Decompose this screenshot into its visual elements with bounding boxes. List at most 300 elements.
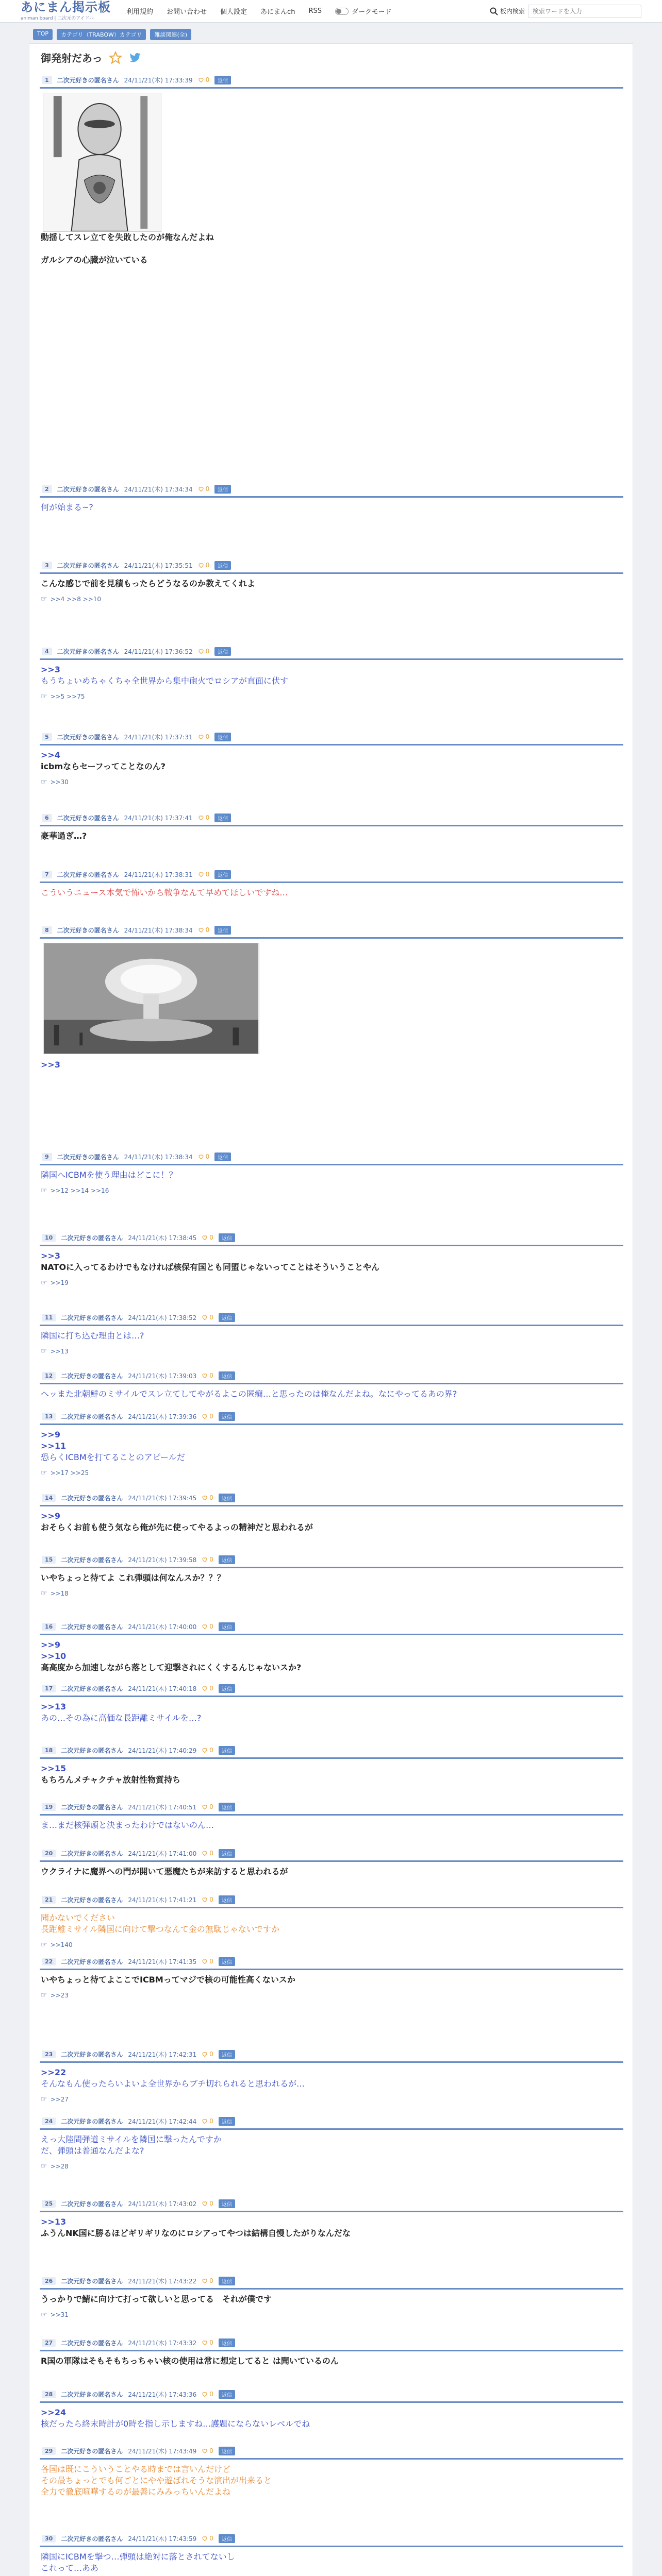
heart-icon (202, 1747, 208, 1753)
like-count: 0 (209, 1314, 213, 1321)
like-button[interactable] (202, 2339, 213, 2346)
reply-button[interactable]: 返信 (219, 2199, 235, 2208)
like-button[interactable] (202, 1747, 213, 1754)
post-author: 二次元好きの匿名さん (61, 2535, 123, 2543)
heart-icon (198, 927, 204, 933)
anchor-links[interactable]: >>27 (50, 2096, 69, 2103)
post-header (40, 1150, 623, 1163)
breadcrumb-top[interactable]: TOP (33, 29, 53, 40)
pointing-hand-icon: ☞ (41, 778, 47, 786)
post-text-line: だ、弾頭は普通なんだよな? (41, 2146, 144, 2156)
reply-anchors[interactable] (41, 776, 622, 788)
reply-button[interactable]: 返信 (214, 870, 231, 879)
reply-button[interactable]: 返信 (219, 2117, 235, 2126)
reply-button[interactable]: 返信 (219, 2390, 235, 2399)
post-text-line: >>3 (41, 665, 60, 674)
post-header (40, 1682, 623, 1694)
post-date: 24/11/21(木) 17:43:59 (128, 2535, 197, 2543)
post-number[interactable]: 22 (42, 1958, 56, 1965)
post (40, 2115, 623, 2172)
heart-icon (202, 1958, 208, 1964)
like-button[interactable] (202, 2277, 213, 2284)
post-number[interactable]: 3 (42, 562, 52, 569)
post-number[interactable]: 10 (42, 1234, 56, 1242)
heart-icon (202, 1685, 208, 1691)
post-text-line: >>4 (41, 750, 60, 760)
reply-button[interactable]: 返信 (219, 1371, 235, 1380)
post-date: 24/11/21(木) 17:43:36 (128, 2391, 197, 2398)
post-number[interactable]: 29 (42, 2447, 56, 2455)
logo-subtext: animan board | 二次元のアイドル (21, 16, 94, 21)
post-author: 二次元好きの匿名さん (57, 1153, 119, 1161)
reply-button[interactable]: 返信 (214, 1153, 231, 1161)
post-author: 二次元好きの匿名さん (57, 76, 119, 84)
post-date: 24/11/21(木) 17:36:52 (124, 648, 193, 655)
like-button[interactable] (202, 1803, 213, 1810)
post-number[interactable]: 19 (42, 1803, 56, 1811)
like-button[interactable] (202, 2391, 213, 2398)
reply-button[interactable]: 返信 (214, 561, 231, 570)
like-count: 0 (205, 485, 210, 493)
nav-settings[interactable]: 個人設定 (220, 8, 247, 16)
like-button[interactable] (202, 1896, 213, 1903)
post-author: 二次元好きの匿名さん (57, 926, 119, 934)
post (40, 1410, 623, 1479)
reply-button[interactable]: 返信 (219, 2338, 235, 2347)
post (40, 1893, 623, 1951)
post-number[interactable]: 23 (42, 2050, 56, 2058)
post-header (40, 2115, 623, 2127)
reply-anchors[interactable] (41, 1939, 622, 1951)
post-image-area (41, 943, 622, 1059)
post-header (40, 1847, 623, 1859)
post-number[interactable]: 15 (42, 1556, 56, 1564)
post-body (40, 826, 623, 842)
post-body (40, 883, 623, 899)
anchor-links[interactable]: >>31 (50, 2311, 69, 2318)
reply-button[interactable]: 返信 (219, 2050, 235, 2059)
reply-button[interactable]: 返信 (219, 1849, 235, 1858)
post-number[interactable]: 25 (42, 2200, 56, 2208)
heart-icon (202, 1556, 208, 1563)
post (40, 645, 623, 702)
post-author: 二次元好きの匿名さん (61, 1234, 123, 1242)
post-author: 二次元好きの匿名さん (61, 2339, 123, 2347)
like-count: 0 (209, 2117, 213, 2125)
post-number[interactable]: 11 (42, 1314, 56, 1321)
post-author: 二次元好きの匿名さん (61, 2050, 123, 2058)
reply-anchors[interactable] (41, 594, 622, 605)
post-number[interactable]: 13 (42, 1413, 56, 1420)
post-author: 二次元好きの匿名さん (57, 733, 119, 741)
like-count: 0 (209, 2200, 213, 2207)
post-header (40, 2197, 623, 2210)
post-date: 24/11/21(木) 17:42:44 (128, 2117, 197, 2125)
like-count: 0 (209, 1413, 213, 1420)
post-body (40, 1246, 623, 1289)
post-date: 24/11/21(木) 17:41:35 (128, 1958, 197, 1965)
post-number[interactable]: 20 (42, 1850, 56, 1857)
post-text-line: R国の軍隊はそもそもちっちゃい核の使用は常に想定してると は聞いているのん (41, 2356, 339, 2366)
post-header (40, 483, 623, 495)
post-date: 24/11/21(木) 17:42:31 (128, 2050, 197, 2058)
like-button[interactable] (202, 1556, 213, 1563)
post-number[interactable]: 9 (42, 1153, 52, 1161)
post (40, 1847, 623, 1877)
reply-button[interactable]: 返信 (219, 1684, 235, 1693)
anchor-links[interactable]: >>140 (50, 1941, 73, 1948)
post (40, 731, 623, 788)
heart-icon (198, 734, 204, 740)
anchor-links[interactable]: >>23 (50, 1992, 69, 1999)
post-date: 24/11/21(木) 17:41:21 (128, 1896, 197, 1904)
post-author: 二次元好きの匿名さん (57, 485, 119, 493)
like-button[interactable] (202, 1234, 213, 1241)
like-count: 0 (205, 814, 210, 821)
like-button[interactable] (202, 2117, 213, 2125)
post-number[interactable]: 17 (42, 1685, 56, 1692)
like-button[interactable] (198, 733, 210, 740)
reply-anchors[interactable] (41, 2161, 622, 2172)
reply-button[interactable]: 返信 (219, 1622, 235, 1631)
post (40, 1150, 623, 1196)
reply-button[interactable]: 返信 (219, 1412, 235, 1421)
like-count: 0 (205, 76, 210, 83)
reply-button[interactable]: 返信 (219, 1494, 235, 1502)
search-button[interactable] (490, 7, 525, 15)
heart-icon (202, 2535, 208, 2541)
nav-terms[interactable]: 利用規約 (126, 8, 154, 16)
post (40, 559, 623, 605)
like-count: 0 (209, 1685, 213, 1692)
post (40, 2532, 623, 2574)
post-number[interactable]: 28 (42, 2391, 56, 2398)
post-header (40, 1231, 623, 1244)
post-date: 24/11/21(木) 17:38:45 (128, 1234, 197, 1242)
post-body (40, 1816, 623, 1831)
like-button[interactable] (198, 648, 210, 655)
thread-container (29, 43, 633, 2576)
twitter-share-icon[interactable] (128, 51, 142, 64)
post (40, 1231, 623, 1289)
pointing-hand-icon: ☞ (41, 1187, 47, 1195)
post-body (40, 745, 623, 788)
post-body (40, 1908, 623, 1951)
post-header (40, 1410, 623, 1422)
like-button[interactable] (202, 1958, 213, 1965)
post-header (40, 811, 623, 824)
like-count: 0 (205, 926, 210, 934)
like-button[interactable] (202, 1494, 213, 1501)
post-text-line: こういうニュース本気で怖いから戦争なんて早めてほしいですね… (41, 888, 288, 897)
like-count: 0 (205, 733, 210, 740)
post-text-line: >>9 (41, 1640, 60, 1650)
heart-icon (198, 1154, 204, 1160)
post-text-line: icbmならセーフってことなのん? (41, 761, 166, 771)
anchor-links[interactable]: >>30 (50, 778, 69, 786)
post-header (40, 924, 623, 936)
like-count: 0 (209, 1803, 213, 1810)
like-count: 0 (205, 562, 210, 569)
nav-animanch[interactable]: あにまんch (260, 8, 295, 16)
reply-button[interactable]: 返信 (219, 1746, 235, 1755)
pointing-hand-icon: ☞ (41, 595, 47, 603)
reply-button[interactable]: 返信 (214, 926, 231, 935)
like-button[interactable] (202, 1314, 213, 1321)
like-count: 0 (209, 2391, 213, 2398)
heart-icon (198, 77, 204, 83)
pointing-hand-icon: ☞ (41, 692, 47, 701)
post-date: 24/11/21(木) 17:41:00 (128, 1850, 197, 1857)
heart-icon (202, 1314, 208, 1320)
heart-icon (202, 1850, 208, 1856)
toggle-switch[interactable] (335, 8, 349, 15)
reply-button[interactable]: 返信 (219, 1895, 235, 1904)
post-body (40, 574, 623, 605)
heart-icon (202, 2278, 208, 2284)
like-button[interactable] (198, 814, 210, 821)
post-number[interactable]: 12 (42, 1372, 56, 1380)
reply-anchors[interactable] (41, 1185, 622, 1196)
post-author: 二次元好きの匿名さん (61, 2447, 123, 2455)
pointing-hand-icon: ☞ (41, 1991, 47, 1999)
post-body (40, 1506, 623, 1533)
post-text-line: 各国は既にこういうことやる時までは言いんだけど (41, 2464, 231, 2474)
post-author: 二次元好きの匿名さん (61, 1803, 123, 1811)
like-count: 0 (209, 1958, 213, 1965)
post-header (40, 559, 623, 571)
post-author: 二次元好きの匿名さん (61, 1747, 123, 1754)
like-count: 0 (209, 2339, 213, 2346)
post-header (40, 1369, 623, 1382)
post-text-line: 高高度から加速しながら落として迎撃されにくくするんじゃないスか? (41, 1663, 302, 1672)
post-text-line: もちろんメチャクチャ放射性物質持ち (41, 1775, 181, 1785)
pointing-hand-icon: ☞ (41, 1347, 47, 1355)
post-text-line: >>24 (41, 2408, 67, 2417)
post-author: 二次元好きの匿名さん (61, 2200, 123, 2208)
like-button[interactable] (198, 871, 210, 878)
reply-anchors[interactable] (41, 1588, 622, 1599)
like-button[interactable] (202, 1850, 213, 1857)
heart-icon (202, 2051, 208, 2057)
like-button[interactable] (202, 1685, 213, 1692)
post-text-line: うっかりで鯖に向けて打って欲しいと思ってる それが僕です (41, 2294, 272, 2304)
post-body (40, 1384, 623, 1400)
reply-anchors[interactable] (41, 1990, 622, 2001)
anchor-links[interactable]: >>28 (50, 2163, 69, 2170)
post-text-line: 恐らくICBMを打てることのアピールだ (41, 1452, 185, 1462)
like-count: 0 (209, 1896, 213, 1903)
post-text-line: 聞かないでください (41, 1913, 115, 1923)
like-count: 0 (209, 1747, 213, 1754)
reply-anchors[interactable] (41, 2094, 622, 2105)
post-text-line (41, 243, 622, 255)
like-count: 0 (209, 1623, 213, 1630)
anchor-links[interactable]: >>19 (50, 1279, 69, 1286)
post-date: 24/11/21(木) 17:43:02 (128, 2200, 197, 2208)
like-button[interactable] (202, 1413, 213, 1420)
reply-anchors[interactable] (41, 2309, 622, 2320)
like-button[interactable] (198, 926, 210, 934)
post-header (40, 1744, 623, 1756)
post-author: 二次元好きの匿名さん (61, 1556, 123, 1564)
post-text-line: これって…ああ (41, 2563, 99, 2573)
anchor-links[interactable]: >>13 (50, 1348, 69, 1355)
reply-button[interactable]: 返信 (219, 1803, 235, 1811)
like-count: 0 (209, 2535, 213, 2542)
heart-icon (202, 1372, 208, 1379)
post-number[interactable]: 16 (42, 1623, 56, 1631)
post-text-line: >>9 (41, 1430, 60, 1439)
search-area (490, 5, 641, 18)
reply-button[interactable]: 返信 (219, 1313, 235, 1322)
like-button[interactable] (202, 2535, 213, 2542)
like-button[interactable] (198, 76, 210, 83)
like-count: 0 (205, 871, 210, 878)
post-text-line: >>3 (41, 1251, 60, 1261)
post-body (40, 1759, 623, 1786)
post-text-line: いやちょっと待てよ これ弾頭は何なんスか？？？ (41, 1573, 225, 1583)
post-number[interactable]: 4 (42, 648, 52, 655)
post-text-line: >>22 (41, 2067, 67, 2077)
reply-anchors[interactable] (41, 691, 622, 702)
post-author: 二次元好きの匿名さん (61, 1850, 123, 1857)
dark-mode-toggle[interactable] (335, 6, 391, 16)
post-date: 24/11/21(木) 17:40:18 (128, 1685, 197, 1692)
reply-button[interactable]: 返信 (214, 485, 231, 494)
like-count: 0 (209, 1494, 213, 1501)
post-number[interactable]: 8 (42, 926, 52, 934)
nav-rss[interactable]: RSS (308, 7, 322, 15)
post-number[interactable]: 5 (42, 733, 52, 741)
post-author: 二次元好きの匿名さん (57, 814, 119, 822)
post (40, 1311, 623, 1357)
post-body (40, 660, 623, 702)
post (40, 1744, 623, 1786)
reply-button[interactable]: 返信 (214, 814, 231, 822)
post-number[interactable]: 18 (42, 1747, 56, 1754)
post-header (40, 645, 623, 657)
reply-button[interactable]: 返信 (219, 1555, 235, 1564)
reply-button[interactable]: 返信 (214, 76, 231, 84)
post-number[interactable]: 21 (42, 1896, 56, 1904)
post-text-line: あの…その為に高価な長距離ミサイルを…? (41, 1713, 202, 1723)
manga-panel-image[interactable] (43, 93, 161, 232)
post-date: 24/11/21(木) 17:34:34 (124, 485, 193, 493)
like-button[interactable] (198, 485, 210, 493)
pointing-hand-icon: ☞ (41, 1279, 47, 1287)
breadcrumb-category[interactable]: カテゴリ（TRABOW）カテゴリ (57, 29, 146, 40)
thread-title-row (41, 50, 142, 65)
post-text-line: >>3 (41, 1060, 60, 1070)
nav-contact[interactable]: お問い合わせ (167, 8, 207, 16)
post-header (40, 1311, 623, 1324)
post-header (40, 2336, 623, 2349)
anchor-links[interactable]: >>18 (50, 1590, 69, 1597)
like-button[interactable] (202, 2200, 213, 2207)
post-text-line: 何が始まる~? (41, 502, 93, 512)
page-title: 御発射だあっ (41, 52, 103, 64)
post-number[interactable]: 14 (42, 1494, 56, 1502)
post-text-line: おそらくお前も使う気なら俺が先に使ってやるよっの精神だと思われるが (41, 1522, 313, 1532)
post (40, 2388, 623, 2430)
post-date: 24/11/21(木) 17:43:22 (128, 2277, 197, 2285)
like-count: 0 (209, 2277, 213, 2284)
post-number[interactable]: 6 (42, 814, 52, 822)
post-author: 二次元好きの匿名さん (61, 1413, 123, 1420)
post-text-line: >>13 (41, 1702, 67, 1711)
favorite-star-icon[interactable] (109, 51, 122, 64)
post-body (40, 1635, 623, 1673)
search-input[interactable] (528, 5, 641, 18)
post-number[interactable]: 26 (42, 2277, 56, 2285)
post-number[interactable]: 7 (42, 871, 52, 878)
anchor-links[interactable]: >>4 >>8 >>10 (50, 596, 102, 603)
post-header (40, 2445, 623, 2457)
like-button[interactable] (202, 1372, 213, 1379)
post-text-line: えっ大陸間弾道ミサイルを隣国に撃ったんですか (41, 2134, 222, 2144)
heart-icon (202, 1804, 208, 1810)
pointing-hand-icon: ☞ (41, 2095, 47, 2104)
mushroom-cloud-image[interactable] (43, 943, 259, 1054)
post-number[interactable]: 2 (42, 485, 52, 493)
reply-anchors[interactable] (41, 1346, 622, 1357)
like-button[interactable] (198, 1153, 210, 1160)
post-number[interactable]: 24 (42, 2117, 56, 2125)
post-author: 二次元好きの匿名さん (61, 1685, 123, 1692)
post-text-line: 全力で徹底喧嘩するのが最善にみみっちいんだよね (41, 2487, 231, 2497)
post-body (40, 1862, 623, 1877)
reply-button[interactable]: 返信 (219, 1957, 235, 1966)
reply-anchors[interactable] (41, 1277, 622, 1289)
reply-button[interactable]: 返信 (219, 2277, 235, 2285)
anchor-links[interactable]: >>12 >>14 >>16 (50, 1187, 109, 1194)
like-button[interactable] (202, 2050, 213, 2058)
post-body (40, 1425, 623, 1479)
anchor-links[interactable]: >>17 >>25 (50, 1469, 89, 1477)
post (40, 2445, 623, 2498)
like-button[interactable] (202, 2447, 213, 2454)
post-text-line: 動揺してスレ立てを失敗したのが俺なんだよね (41, 232, 214, 242)
post-header (40, 2048, 623, 2060)
heart-icon (202, 1896, 208, 1903)
like-button[interactable] (202, 1623, 213, 1630)
post-text-line: 隣国に打ち込む理由とは…? (41, 1331, 144, 1341)
post (40, 1955, 623, 2001)
reply-anchors[interactable] (41, 1467, 622, 1479)
post-number[interactable]: 1 (42, 76, 52, 84)
reply-button[interactable]: 返信 (219, 2447, 235, 2455)
reply-button[interactable]: 返信 (219, 1233, 235, 1242)
reply-button[interactable]: 返信 (214, 647, 231, 656)
post-text-line: >>15 (41, 1764, 67, 1773)
anchor-links[interactable]: >>5 >>75 (50, 693, 85, 700)
post-number[interactable]: 27 (42, 2339, 56, 2347)
post-date: 24/11/21(木) 17:35:51 (124, 562, 193, 569)
site-logo[interactable] (21, 1, 111, 21)
reply-button[interactable]: 返信 (219, 2534, 235, 2543)
post-text-line: 核だったら終末時計が0時を指し示しますね…護題にならないレベルでね (41, 2419, 310, 2429)
header-nav (126, 6, 391, 16)
post (40, 2275, 623, 2320)
post-date: 24/11/21(木) 17:39:58 (128, 1556, 197, 1564)
reply-button[interactable]: 返信 (214, 733, 231, 741)
breadcrumb-board[interactable]: 雑談関連(全) (150, 29, 191, 40)
post-date: 24/11/21(木) 17:43:49 (128, 2447, 197, 2455)
like-button[interactable] (198, 562, 210, 569)
like-count: 0 (209, 2050, 213, 2058)
post-number[interactable]: 30 (42, 2535, 56, 2543)
